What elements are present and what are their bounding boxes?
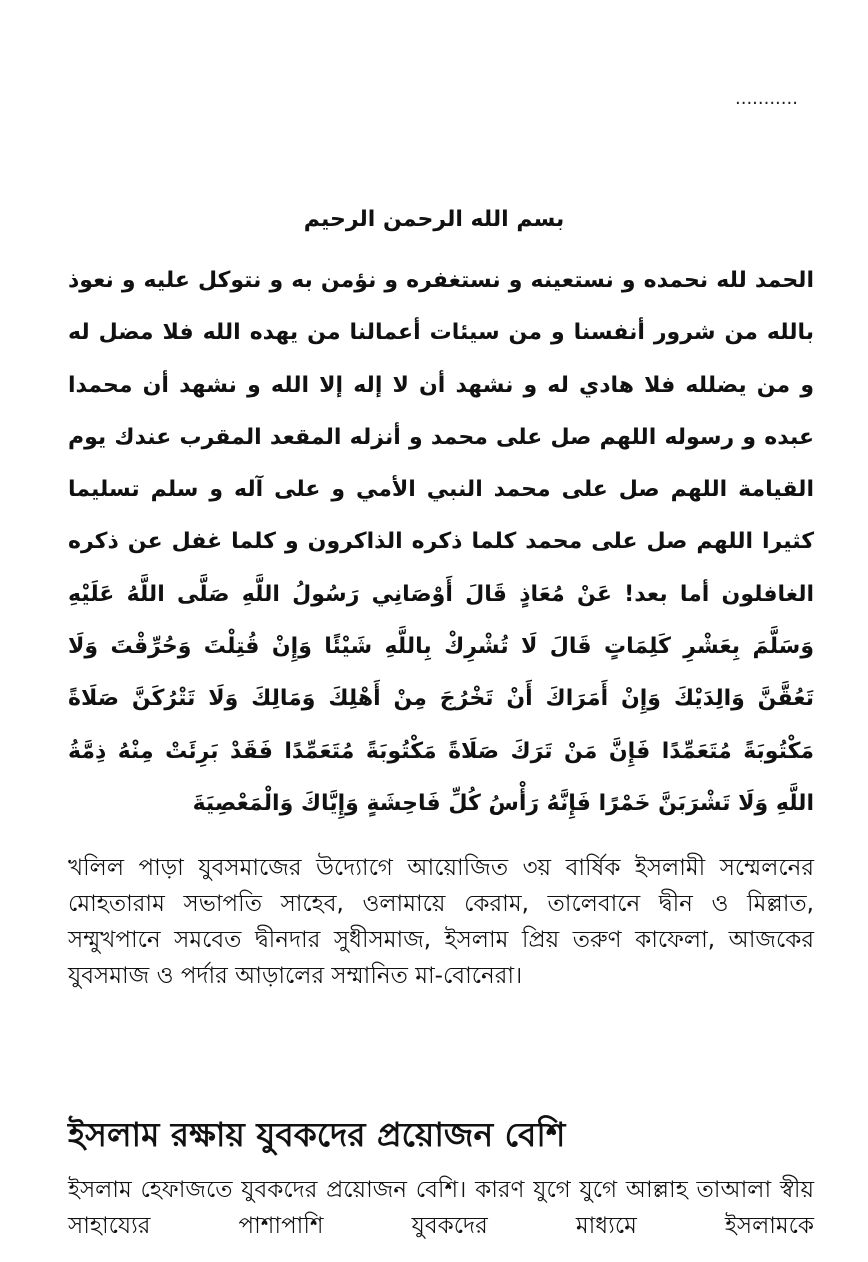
header-dots: ........... — [735, 88, 798, 109]
section-heading: ইসলাম রক্ষায় যুবকদের প্রয়োজন বেশি — [68, 1115, 566, 1154]
section-body-paragraph: ইসলাম হেফাজতে যুবকদের প্রয়োজন বেশি। কারণ যুগে যুগে আল্লাহ তাআলা স্বীয় সাহায্যের পাশাপাশি যুবকদের মাধ্যমে ইসলামকে — [68, 1177, 814, 1239]
basmala-line: بسم الله الرحمن الرحيم — [303, 207, 565, 232]
arabic-paragraph: الحمد لله نحمده و نستعينه و نستغفره و نؤمن به و نتوكل عليه و نعوذ بالله من شرور أنفسنا و من سيئات أعمالنا من يهده الله فلا مضل له و من يضلله فلا هادي له و نشهد أن لا إله إلا الله و نشهد أن محمدا عبده و رسوله اللهم صل على محمد و أنزله المقعد المقرب عندك يوم القيامة اللهم صل على محمد النبي الأمي و على آله و سلم تسليما كثيرا اللهم صل على محمد كلما ذكره الذاكرون و كلما غفل عن ذكره الغافلون أما بعد! عَنْ مُعَاذٍ قَالَ أَوْصَانِي رَسُولُ اللَّهِ صَلَّى اللَّهُ عَلَيْهِ وَسَلَّمَ بِعَشْرِ كَلِمَاتٍ قَالَ لَا تُشْرِكْ بِاللَّهِ شَيْئًا وَإِنْ قُتِلْتَ وَحُرِّقْتَ وَلَا تَعُقَّنَّ وَالِدَيْكَ وَإِنْ أَمَرَاكَ أَنْ تَخْرُجَ مِنْ أَهْلِكَ وَمَالِكَ وَلَا تَتْرُكَنَّ صَلَاةً مَكْتُوبَةً مُتَعَمِّدًا فَإِنَّ مَنْ تَرَكَ صَلَاةً مَكْتُوبَةً مُتَعَمِّدًا فَقَدْ بَرِئَتْ مِنْهُ ذِمَّةُ اللَّهِ وَلَا تَشْرَبَنَّ خَمْرًا فَإِنَّهُ رَأْسُ كُلِّ فَاحِشَةٍ وَإِيَّاكَ وَالْمَعْصِيَةَ — [68, 268, 814, 816]
bengali-address-paragraph: খলিল পাড়া যুবসমাজের উদ্যোগে আয়োজিত ৩য় বার্ষিক ইসলামী সম্মেলনের মোহতারাম সভাপতি সাহেব, ওলামায়ে কেরাম, তালেবানে দ্বীন ও মিল্লাত, সম্মুখপানে সমবেত দ্বীনদার সুধীসমাজ, ইসলাম প্রিয় তরুণ কাফেলা, আজকের যুবসমাজ ও পর্দার আড়ালের সম্মানিত মা-বোনেরা। — [68, 855, 814, 989]
